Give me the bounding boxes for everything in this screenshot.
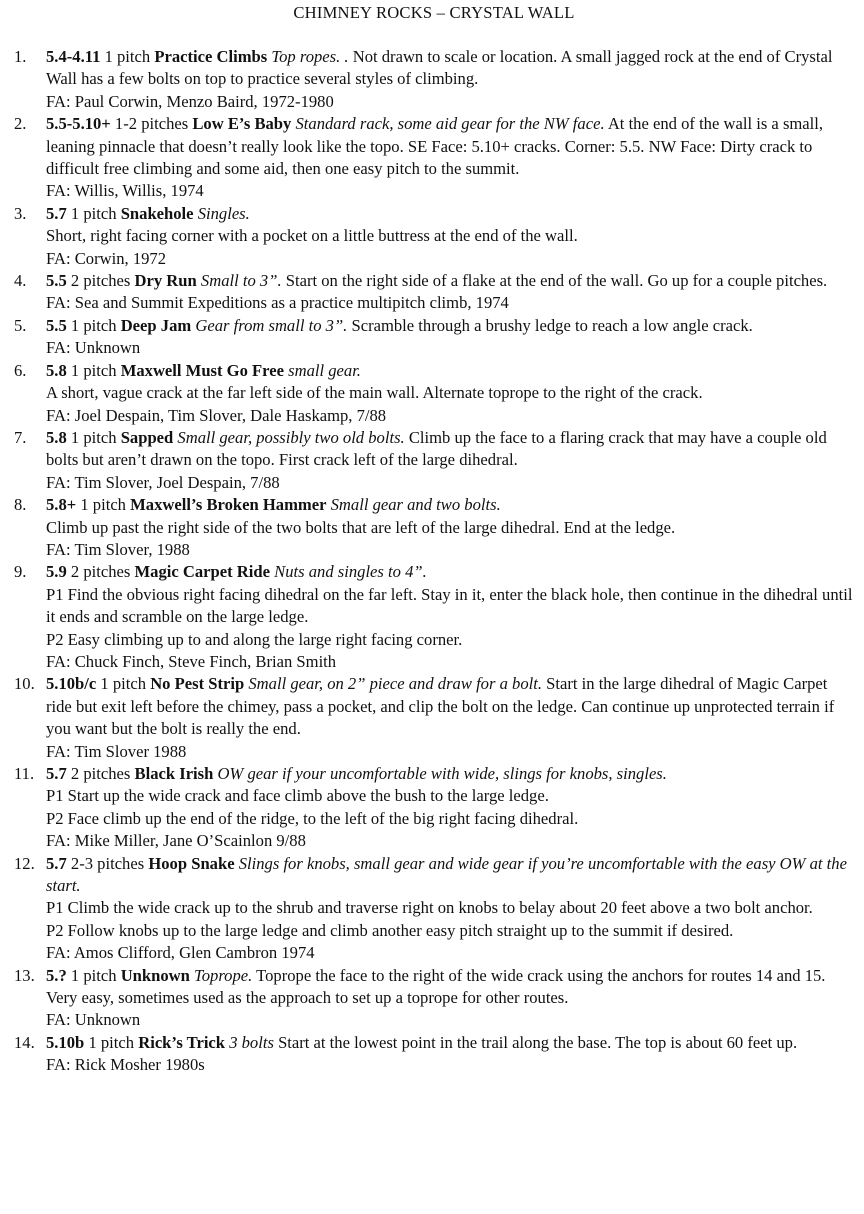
first-ascent: FA: Rick Mosher 1980s <box>46 1055 205 1075</box>
route-pitches: 2 pitches <box>70 764 131 783</box>
route-number: 14. <box>14 1032 35 1052</box>
route-header-line <box>46 673 854 740</box>
route-description: A short, vague crack at the far left side of the main wall. Alternate toprope to the right of the crack. <box>46 383 703 403</box>
first-ascent: FA: Willis, Willis, 1974 <box>46 181 204 201</box>
route-gear: Gear from small to 3”. <box>195 315 348 335</box>
route-pitches: 1 pitch <box>70 427 117 447</box>
route-header-line <box>46 427 854 472</box>
route-description: Scramble through a brushy ledge to reach a low angle crack. <box>351 315 753 335</box>
first-ascent: FA: Chuck Finch, Steve Finch, Brian Smith <box>46 651 337 671</box>
first-ascent: FA: Sea and Summit Expeditions as a practice multipitch climb, 1974 <box>46 293 509 313</box>
pitch-description: P1 Find the obvious right facing dihedral on the far left. Stay in it, enter the black hole, then continue in the dihedral until it ends and scramble on the large ledge. <box>46 584 853 627</box>
route-entry <box>14 113 854 203</box>
route-list <box>14 46 854 1077</box>
route-header-line <box>46 561 854 583</box>
route-gear: Small gear, possibly two old bolts. <box>177 427 405 447</box>
route-pitches: 1 pitch <box>80 495 126 515</box>
first-ascent: FA: Unknown <box>46 1010 141 1030</box>
route-entry <box>14 360 854 427</box>
route-number: 2. <box>14 114 27 134</box>
route-grade: 5.8 <box>46 360 67 380</box>
route-description: At the end of the wall is a small, leaning pinnacle that doesn’t really look like the topo. SE Face: 5.10+ cracks. Corner: 5.5. NW Face: Dirty crack to difficult free climbing and some aid, then one easy pitch to the summit. <box>46 114 824 179</box>
route-header-line <box>46 853 854 898</box>
route-pitches: 1 pitch <box>88 1032 135 1052</box>
route-gear: Small to 3”. <box>200 271 282 291</box>
route-header-line <box>46 46 854 91</box>
route-pitches: 1 pitch <box>70 360 117 380</box>
route-header-line <box>46 315 854 337</box>
route-name: Unknown <box>120 965 190 985</box>
first-ascent: FA: Tim Slover, Joel Despain, 7/88 <box>46 472 280 492</box>
route-description: Climb up the face to a flaring crack that may have a couple old bolts but aren’t drawn on the topo. First crack left of the large dihedral. <box>46 427 827 470</box>
pitch-description: P2 Easy climbing up to and along the large right facing corner. <box>46 629 463 649</box>
route-entry <box>14 494 854 561</box>
pitch-description: P1 Start up the wide crack and face climb above the bush to the large ledge. <box>46 786 549 806</box>
route-grade: 5.7 <box>46 203 67 223</box>
first-ascent: FA: Tim Slover, 1988 <box>46 539 190 559</box>
route-grade: 5.8 <box>46 427 67 447</box>
route-name: Deep Jam <box>120 315 192 335</box>
route-gear: Slings for knobs, small gear and wide gear if you’re uncomfortable with the easy OW at the start. <box>46 853 847 896</box>
route-pitches: 2 pitches <box>70 271 131 291</box>
route-number: 4. <box>14 271 27 291</box>
route-grade: 5.9 <box>46 562 67 582</box>
route-entry <box>14 427 854 494</box>
first-ascent: FA: Mike Miller, Jane O’Scainlon 9/88 <box>46 831 306 851</box>
route-number: 6. <box>14 360 27 380</box>
route-name: Dry Run <box>134 271 197 291</box>
route-entry <box>14 853 854 965</box>
first-ascent: FA: Corwin, 1972 <box>46 248 167 268</box>
route-header-line <box>46 360 854 382</box>
route-name: No Pest Strip <box>150 674 245 694</box>
route-entry <box>14 203 854 270</box>
route-name: Low E’s Baby <box>192 114 292 134</box>
first-ascent: FA: Tim Slover 1988 <box>46 741 187 761</box>
route-header-line <box>46 270 854 292</box>
route-number: 1. <box>14 47 27 66</box>
route-gear: Top ropes. . <box>271 47 349 66</box>
route-header-line <box>46 1032 854 1054</box>
route-name: Rick’s Trick <box>138 1032 226 1052</box>
route-grade: 5.7 <box>46 764 67 783</box>
route-name: Magic Carpet Ride <box>134 562 270 582</box>
route-gear: Toprope. <box>194 965 253 985</box>
route-number: 8. <box>14 495 27 515</box>
route-name: Maxwell’s Broken Hammer <box>130 495 327 515</box>
route-gear: 3 bolts <box>229 1032 274 1052</box>
route-number: 3. <box>14 203 27 223</box>
route-entry <box>14 1032 854 1077</box>
route-header-line <box>46 494 854 516</box>
first-ascent: FA: Paul Corwin, Menzo Baird, 1972-1980 <box>46 91 334 111</box>
route-pitches: 1-2 pitches <box>114 114 189 134</box>
route-pitches: 1 pitch <box>70 315 117 335</box>
first-ascent: FA: Unknown <box>46 338 141 358</box>
route-grade: 5.10b <box>46 1032 85 1052</box>
route-entry <box>14 965 854 1032</box>
route-name: Practice Climbs <box>154 47 268 66</box>
route-pitches: 1 pitch <box>70 203 117 223</box>
route-pitches: 2 pitches <box>70 562 131 582</box>
route-grade: 5.5-5.10+ <box>46 114 111 134</box>
pitch-description: P1 Climb the wide crack up to the shrub and traverse right on knobs to belay about 20 feet above a two bolt anchor. <box>46 898 813 918</box>
route-grade: 5.5 <box>46 271 67 291</box>
route-entry <box>14 673 854 763</box>
route-number: 13. <box>14 965 35 985</box>
route-number: 5. <box>14 315 27 335</box>
pitch-description: P2 Face climb up the end of the ridge, to the left of the big right facing dihedral. <box>46 808 579 828</box>
route-gear: Singles. <box>197 203 250 223</box>
route-description: Toprope the face to the right of the wide crack using the anchors for routes 14 and 15. Very easy, sometimes used as the approach to set up a toprope for other routes. <box>46 965 826 1008</box>
route-header-line <box>46 965 854 1010</box>
route-header-line <box>46 113 854 180</box>
route-name: Maxwell Must Go Free <box>120 360 284 380</box>
route-number: 12. <box>14 853 35 873</box>
route-name: Black Irish <box>134 764 214 783</box>
route-name: Sapped <box>120 427 174 447</box>
route-description: Short, right facing corner with a pocket on a little buttress at the end of the wall. <box>46 226 578 246</box>
route-gear: Nuts and singles to 4”. <box>274 562 427 582</box>
route-entry <box>14 561 854 673</box>
route-entry <box>14 315 854 360</box>
route-entry <box>14 46 854 113</box>
route-grade: 5.5 <box>46 315 67 335</box>
route-pitches: 1 pitch <box>104 47 151 66</box>
route-pitches: 1 pitch <box>100 674 147 694</box>
route-grade: 5.10b/c <box>46 674 97 694</box>
route-number: 10. <box>14 674 35 694</box>
route-entry <box>14 763 854 853</box>
route-pitches: 2-3 pitches <box>70 853 145 873</box>
route-name: Hoop Snake <box>148 853 235 873</box>
route-description: Start at the lowest point in the trail along the base. The top is about 60 feet up. <box>278 1032 798 1052</box>
route-gear: Small gear and two bolts. <box>330 495 501 515</box>
route-description: Not drawn to scale or location. A small jagged rock at the end of Crystal Wall has a few bolts on top to practice several styles of climbing. <box>46 47 833 89</box>
route-name: Snakehole <box>120 203 194 223</box>
route-grade: 5.4-4.11 <box>46 47 101 66</box>
route-gear: small gear. <box>288 360 361 380</box>
route-header-line <box>46 203 854 225</box>
route-grade: 5.8+ <box>46 495 77 515</box>
route-gear: Standard rack, some aid gear for the NW face. <box>295 114 605 134</box>
first-ascent: FA: Amos Clifford, Glen Cambron 1974 <box>46 943 315 963</box>
route-description: Start in the large dihedral of Magic Carpet ride but exit left before the chimey, pass a pocket, and clip the bolt on the ledge. Can continue up unprotected terrain if you want but the bolt is really the end. <box>46 674 835 739</box>
page-title: CHIMNEY ROCKS – CRYSTAL WALL <box>293 3 575 22</box>
route-pitches: 1 pitch <box>70 965 117 985</box>
route-number: 7. <box>14 427 27 447</box>
route-number: 11. <box>14 764 35 783</box>
pitch-description: P2 Follow knobs up to the large ledge and climb another easy pitch straight up to the summit if desired. <box>46 920 734 940</box>
first-ascent: FA: Joel Despain, Tim Slover, Dale Haskamp, 7/88 <box>46 405 387 425</box>
route-header-line <box>46 763 854 785</box>
route-description: Climb up past the right side of the two bolts that are left of the large dihedral. End at the ledge. <box>46 517 676 537</box>
route-entry <box>14 270 854 315</box>
route-grade: 5.7 <box>46 853 67 873</box>
route-description: Start on the right side of a flake at the end of the wall. Go up for a couple pitches. <box>285 271 828 291</box>
route-number: 9. <box>14 562 27 582</box>
route-gear: Small gear, on 2” piece and draw for a bolt. <box>248 674 542 694</box>
route-grade: 5.? <box>46 965 67 985</box>
route-gear: OW gear if your uncomfortable with wide, slings for knobs, singles. <box>217 764 667 783</box>
